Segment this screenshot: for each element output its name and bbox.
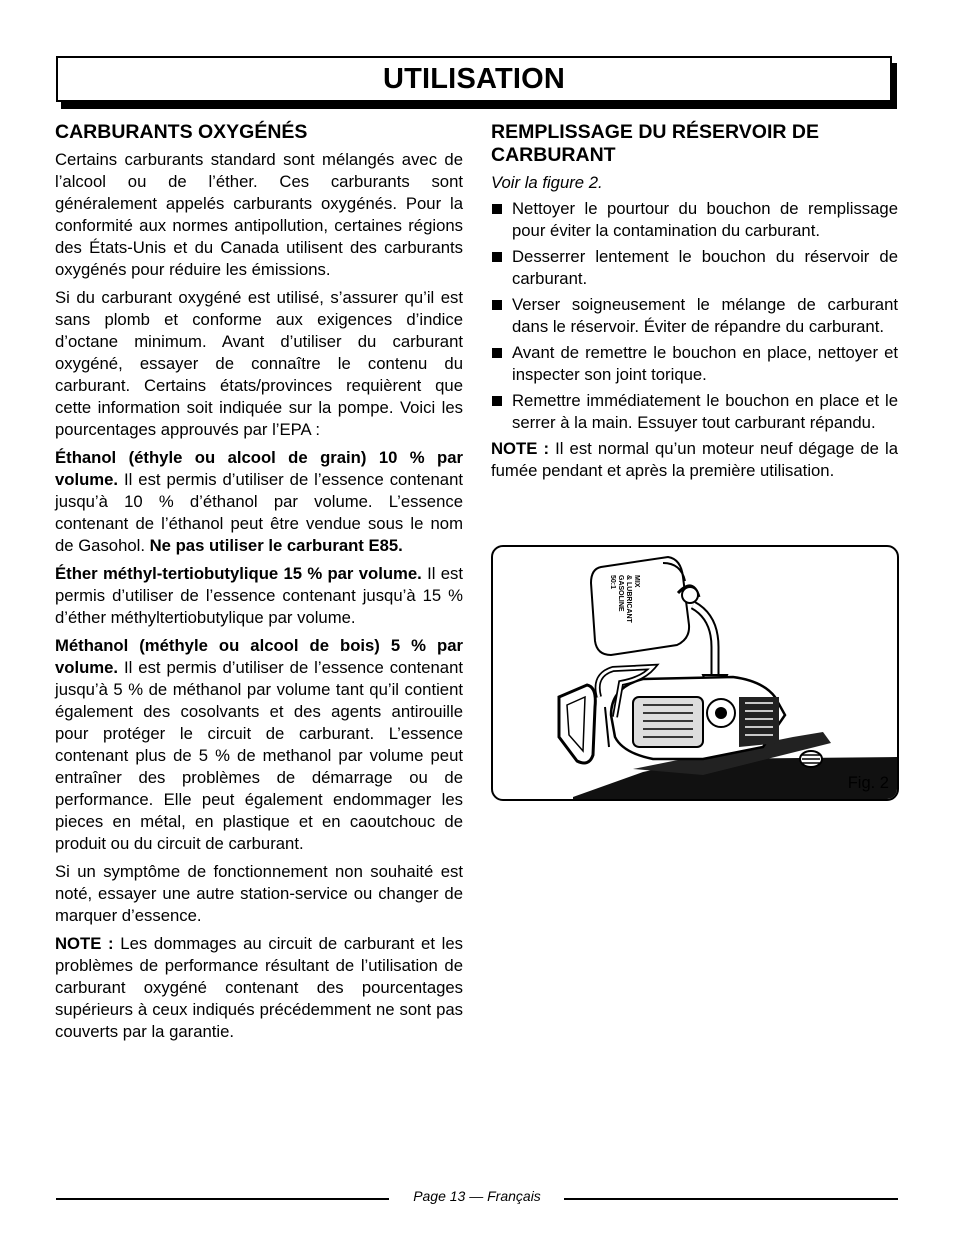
list-item: Verser soigneusement le mélange de carburant dans le réservoir. Éviter de répandre du carburant. — [491, 294, 898, 338]
can-label-line: GASOLINE — [617, 575, 624, 612]
can-label-line: 50:1 — [609, 575, 616, 590]
methanol-text: Il est permis d’utiliser de l’essence contenant jusqu’à 5 % de méthanol par volume tant qu’il contient également des cosolvants et des agents antirouille pour protéger le circuit de carburant. L’essence contenant plus de 5 % de methanol par volume peut entraîner des problèmes de démarrage ou de performance. Elle peut également endommager les pieces en métal, en plastique et en caoutchouc de produit ou du circuit de carburant. — [55, 658, 463, 853]
methanol-bold: Méthanol (méthyle ou alcool de bois) 5 % par volume. — [55, 636, 463, 677]
can-label-line: MIX — [633, 575, 640, 588]
list-item: Avant de remettre le bouchon en place, nettoyer et inspecter son joint torique. — [491, 342, 898, 386]
page-title: UTILISATION — [382, 62, 566, 95]
paragraph-symptom: Si un symptôme de fonctionnement non souhaité est noté, essayer une autre station-service ou changer de marquer d’essence. — [55, 862, 463, 925]
note-text: Les dommages au circuit de carburant et les problèmes de performance résultant de l’utilisation de carburant oxygéné contenant des pourcentages supérieurs à ceux indiqués précédemment ne sont pas couverts par la garantie. — [55, 934, 463, 1041]
section-heading-oxygenated-fuels: CARBURANTS OXYGÉNÉS — [55, 121, 308, 143]
chainsaw-refuel-illustration — [493, 547, 897, 799]
list-item: Nettoyer le pourtour du bouchon de remplissage pour éviter la contamination du carburant. — [491, 198, 898, 242]
note-label: NOTE : — [55, 934, 114, 953]
left-column — [55, 121, 463, 1049]
can-label-line: & LUBRICANT — [625, 575, 632, 623]
refuel-steps-list — [491, 198, 898, 434]
page-footer — [56, 1188, 898, 1206]
fuel-can — [591, 557, 699, 655]
right-column — [491, 121, 898, 488]
figure-2 — [491, 545, 899, 801]
paragraph-usage: Si du carburant oxygéné est utilisé, s’assurer qu’il est sans plomb et conforme aux exigences d’indice d’octane minimum. Avant d’utiliser du carburant oxygéné, essayer de connaître le contenu du carburant. Certains états/provinces requièrent que cette information soit indiquée sur la pompe. Voici les pourcentages approuvés par l’EPA : — [55, 288, 463, 439]
paragraph-note-right — [491, 438, 898, 482]
paragraph-ethanol — [55, 447, 463, 557]
paragraph-mtbe — [55, 563, 463, 629]
mtbe-bold: Éther méthyl-tertiobutylique 15 % par volume. — [55, 564, 422, 583]
note-label-right: NOTE : — [491, 439, 550, 458]
section-heading-refuel: REMPLISSAGE DU RÉSERVOIR DE CARBURANT — [491, 121, 819, 166]
ethanol-warning: Ne pas utiliser le carburant E85. — [149, 536, 403, 555]
mtbe-text: Il est permis d’utiliser de l’essence contenant jusqu’à 15 % d’éther méthyltertiobutylique par volume. — [55, 564, 463, 627]
fuel-cap — [800, 751, 822, 767]
ethanol-text: Il est permis d’utiliser de l’essence contenant jusqu’à 10 % d’éthanol par volume. L’essence contenant de l’éthanol peut être vendue sous le nom de Gasohol. — [55, 470, 463, 555]
paragraph-methanol — [55, 635, 463, 855]
chainsaw-body — [559, 667, 785, 763]
figure-reference: Voir la figure 2. — [491, 173, 603, 192]
ethanol-bold: Éthanol (éthyle ou alcool de grain) 10 % par volume. — [55, 448, 463, 489]
page-number: Page 13 — Français — [413, 1188, 541, 1204]
paragraph-intro: Certains carburants standard sont mélangés avec de l’alcool ou de l’éther. Ces carburants sont généralement appelés carburants oxygénés. Pour la conformité aux normes antipollution, certaines régions des États-Unis et du Canada utilisent des carburants oxygénés pour réduire les émissions. — [55, 150, 463, 279]
list-item: Remettre immédiatement le bouchon en place et le serrer à la main. Essuyer tout carburant répandu. — [491, 390, 898, 434]
figure-label: Fig. 2 — [847, 774, 889, 792]
note-text-right: Il est normal qu’un moteur neuf dégage de la fumée pendant et après la première utilisation. — [491, 439, 898, 480]
list-item: Desserrer lentement le bouchon du réservoir de carburant. — [491, 246, 898, 290]
paragraph-note — [55, 933, 463, 1043]
page-title-box — [56, 56, 892, 102]
